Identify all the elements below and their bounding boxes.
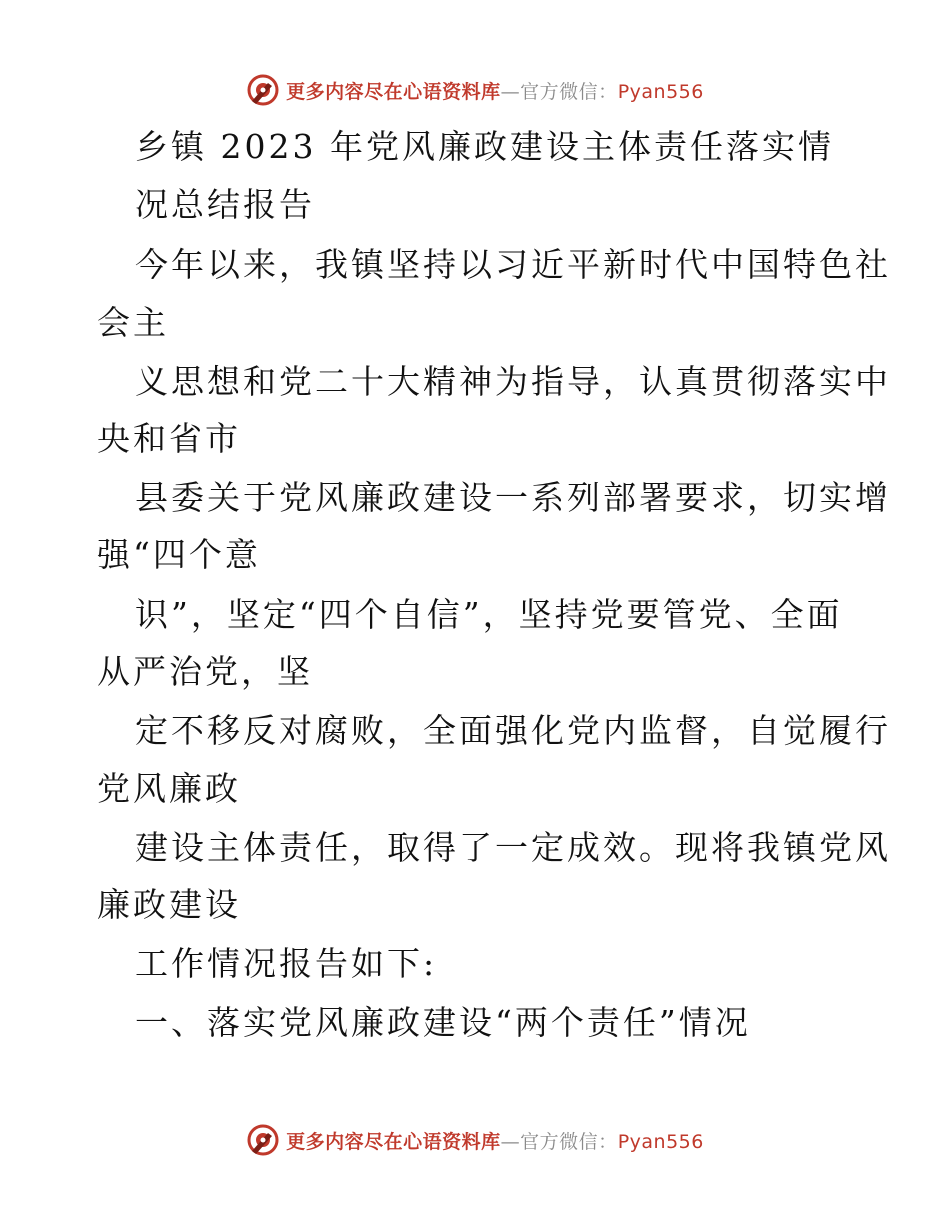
document-title-line-2: 况总结报告 xyxy=(135,185,315,224)
pen-seal-logo-icon xyxy=(246,1123,280,1157)
watermark-id-text: Pyan556 xyxy=(617,80,704,103)
body-line: 党风廉政 xyxy=(97,769,241,808)
body-line: 县委关于党风廉政建设一系列部署要求，切实增 xyxy=(135,478,891,517)
watermark-sub-text: —官方微信： xyxy=(500,1130,618,1153)
body-line: 廉政建设 xyxy=(97,885,241,924)
watermark-sub-text: —官方微信： xyxy=(500,80,618,103)
body-line: 强“四个意 xyxy=(97,535,261,574)
body-line: 央和省市 xyxy=(97,419,241,458)
body-line: 今年以来，我镇坚持以习近平新时代中国特色社 xyxy=(135,245,891,284)
section-heading: 一、落实党风廉政建设“两个责任”情况 xyxy=(135,1003,751,1042)
body-line: 义思想和党二十大精神为指导，认真贯彻落实中 xyxy=(135,362,891,401)
body-line: 识”，坚定“四个自信”，坚持党要管党、全面 xyxy=(135,595,843,634)
body-line: 工作情况报告如下: xyxy=(135,944,438,983)
body-line: 从严治党，坚 xyxy=(97,652,313,691)
watermark-main-text: 更多内容尽在心语资料库 xyxy=(286,80,501,103)
watermark-main-text: 更多内容尽在心语资料库 xyxy=(286,1130,501,1153)
pen-seal-logo-icon xyxy=(246,73,280,107)
body-line: 建设主体责任，取得了一定成效。现将我镇党风 xyxy=(135,828,891,867)
body-line: 定不移反对腐败，全面强化党内监督，自觉履行 xyxy=(135,711,891,750)
header-watermark xyxy=(0,70,950,110)
document-title-line-1: 乡镇 2023 年党风廉政建设主体责任落实情 xyxy=(135,127,834,166)
watermark-id-text: Pyan556 xyxy=(617,1130,704,1153)
footer-watermark xyxy=(0,1120,950,1160)
body-line: 会主 xyxy=(97,303,169,342)
